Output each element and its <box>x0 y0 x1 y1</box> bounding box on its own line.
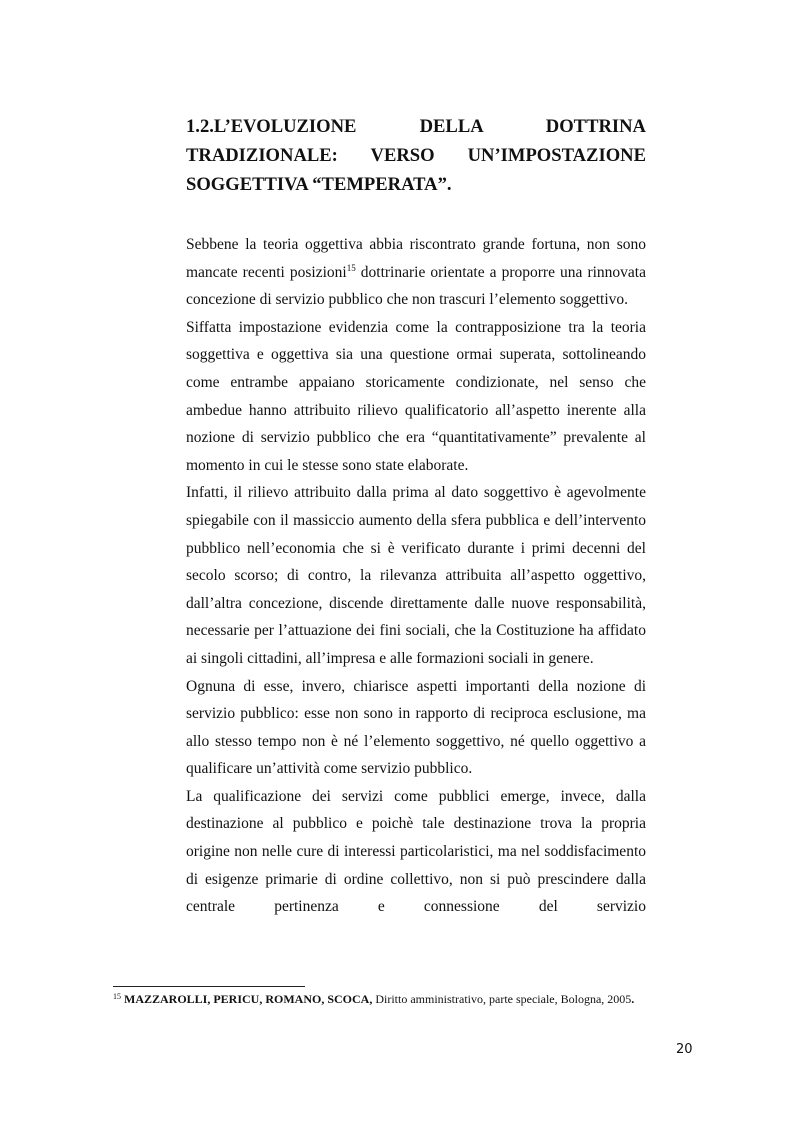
paragraph-2: Siffatta impostazione evidenzia come la contrapposizione tra la teoria soggettiva e oggettiva sia una questione ormai superata, sottolineando come entrambe appaiano storicamente condizionate, nel senso che ambedue hanno attribuito rilievo qualificatorio all’aspetto inerente alla nozione di servizio pubblico che era “quantitativamente” prevalente al momento in cui le stesse sono state elaborate. <box>186 318 646 474</box>
paragraph-5: La qualificazione dei servizi come pubblici emerge, invece, dalla destinazione al pubblico e poichè tale destinazione trova la propria origine non nelle cure di interessi particolaristici, ma nel soddisfacimento di esigenze primarie di ordine collettivo, non si può prescindere dalla centrale pertinenza e connessione del servizio <box>186 787 646 916</box>
heading-line-1: 1.2.L’EVOLUZIONE DELLA DOTTRINA <box>186 116 646 137</box>
footnote-separator <box>113 986 305 987</box>
paragraph-1-text-start: Sebbene la teoria oggettiva abbia riscontrato grande fortuna, non sono mancate recenti posizioni <box>186 236 646 281</box>
heading-line-3: SOGGETTIVA “TEMPERATA”. <box>186 174 452 195</box>
paragraph-1-text-end: dottrinarie orientate a proporre una rinnovata concezione di servizio pubblico che non trascuri l’elemento soggettivo. <box>186 263 646 309</box>
footnote-number: 15 <box>113 992 121 1001</box>
body-text <box>186 231 646 921</box>
section-heading <box>186 112 646 199</box>
paragraph-3: Infatti, il rilievo attribuito dalla prima al dato soggettivo è agevolmente spiegabile con il massiccio aumento della sfera pubblica e dell’intervento pubblico nell’economia che si è verificato durante i primi decenni del secolo scorso; di contro, la rilevanza attribuita all’aspetto oggettivo, dall’altra concezione, discende direttamente dalle nuove responsabilità, necessarie per l’attuazione dei fini sociali, che la Costituzione ha affidato ai singoli cittadini, all’impresa e alle formazioni sociali in genere. <box>186 484 646 667</box>
footnote <box>113 992 713 1007</box>
footnote-end: . <box>631 992 635 1006</box>
footnote-reference: 15 <box>346 262 356 273</box>
heading-line-2: TRADIZIONALE: VERSO UN’IMPOSTAZIONE <box>186 145 646 166</box>
footnote-citation: Diritto amministrativo, parte speciale, Bologna, 2005 <box>372 992 632 1006</box>
paragraph-4: Ognuna di esse, invero, chiarisce aspetti importanti della nozione di servizio pubblico: esse non sono in rapporto di reciproca esclusione, ma allo stesso tempo non è né l’elemento soggettivo, né quello oggettivo a qualificare un’attività come servizio pubblico. <box>186 677 646 778</box>
paragraph-1 <box>186 231 646 314</box>
footnote-authors: MAZZAROLLI, PERICU, ROMANO, SCOCA, <box>124 992 373 1006</box>
page-number: 20 <box>676 1042 693 1057</box>
